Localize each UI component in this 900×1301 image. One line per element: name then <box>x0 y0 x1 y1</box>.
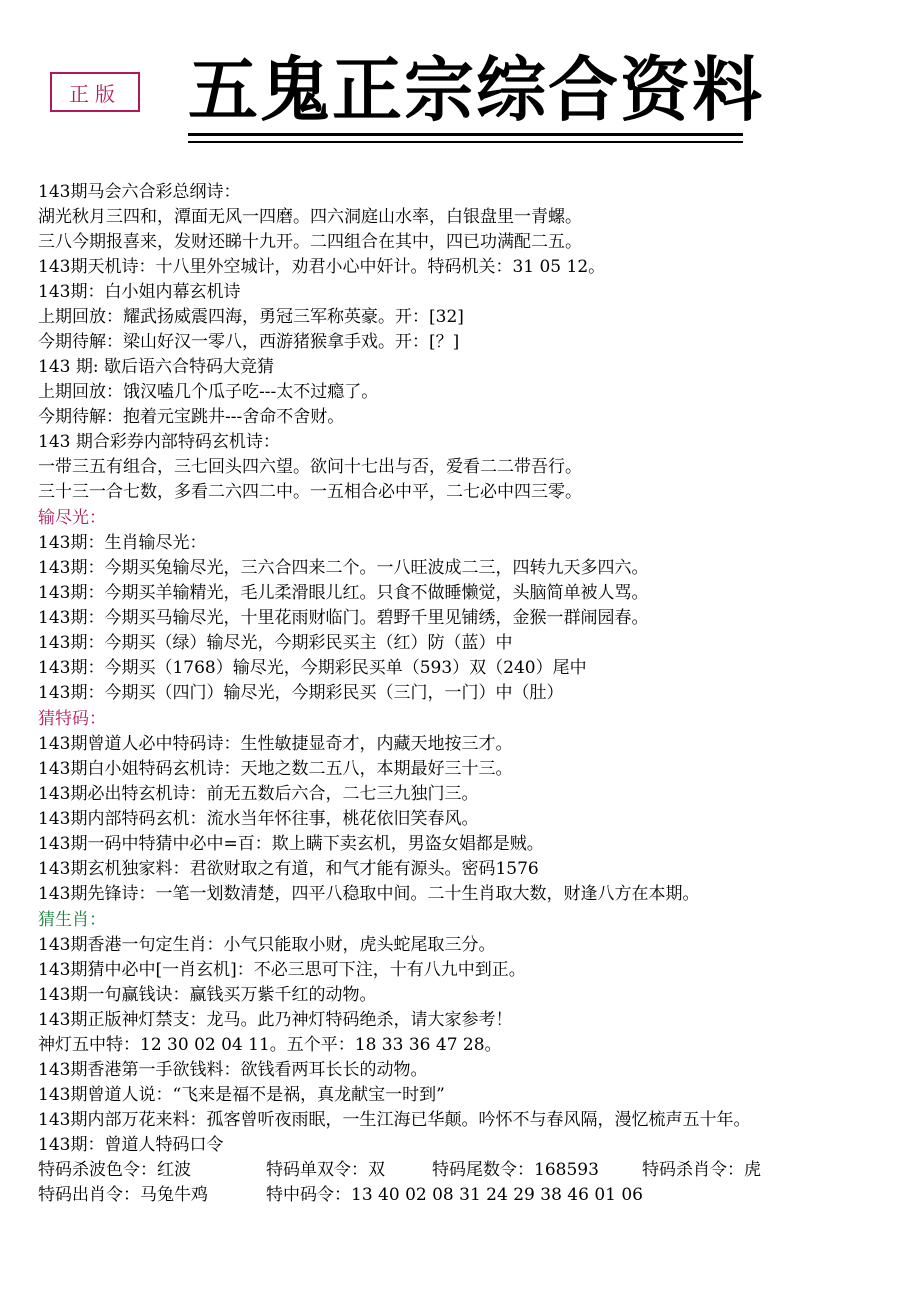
code-item: 特码杀肖令：虎 <box>642 1160 761 1180</box>
text-line: 143期内部万花来料：孤客曾听夜雨眠，一生江海已华颠。吟怀不与春风隔，漫忆梳声五十年。 <box>38 1110 751 1130</box>
text-line: 三十三一合七数，多看二六四二中。一五相合必中平，二七必中四三零。 <box>38 482 582 502</box>
text-line: 143期必出特玄机诗：前无五数后六合，二七三九独门三。 <box>38 784 479 804</box>
code-row <box>38 1158 878 1183</box>
code-item: 特码杀波色令：红波 <box>38 1160 191 1180</box>
text-line: 143期正版神灯禁支：龙马。此乃神灯特码绝杀，请大家参考！ <box>38 1010 513 1030</box>
text-line: 143期天机诗：十八里外空城计，劝君小心中奸计。特码机关：31 05 12。 <box>38 257 606 277</box>
text-line: 143期先锋诗：一笔一划数清楚，四平八稳取中间。二十生肖取大数，财逢八方在本期。 <box>38 884 700 904</box>
text-line: 上期回放：耀武扬威震四海，勇冠三军称英豪。开：[32] <box>38 307 464 327</box>
section-heading: 猜特码： <box>38 709 106 729</box>
code-item: 特中码令：13 40 02 08 31 24 29 38 46 01 06 <box>266 1185 643 1205</box>
text-line: 上期回放：饿汉嗑几个瓜子吃---太不过瘾了。 <box>38 382 379 402</box>
title-underline <box>188 133 743 136</box>
text-line: 143期：生肖输尽光： <box>38 533 207 553</box>
edition-badge: 正版 <box>50 72 140 112</box>
text-line: 143期：今期买羊输精光，毛儿柔滑眼儿红。只食不做睡懒觉，头脑简单被人骂。 <box>38 583 649 603</box>
text-line: 143期：今期买马输尽光，十里花雨财临门。碧野千里见铺绣，金猴一群闹园春。 <box>38 608 649 628</box>
text-line: 143期香港一句定生肖：小气只能取小财，虎头蛇尾取三分。 <box>38 935 496 955</box>
text-line: 143期：曾道人特码口令 <box>38 1135 224 1155</box>
text-line: 143期香港第一手欲钱料：欲钱看两耳长长的动物。 <box>38 1060 428 1080</box>
text-line: 143期马会六合彩总纲诗： <box>38 182 241 202</box>
text-line: 143期：今期买兔输尽光，三六合四来二个。一八旺波成二三，四转九天多四六。 <box>38 558 649 578</box>
text-line: 143期白小姐特码玄机诗：天地之数二五八，本期最好三十三。 <box>38 759 513 779</box>
text-line: 神灯五中特：12 30 02 04 11。五个平：18 33 36 47 28。 <box>38 1035 502 1055</box>
text-line: 143期：今期买（1768）输尽光，今期彩民买单（593）双（240）尾中 <box>38 658 587 678</box>
title-underline-secondary <box>188 141 743 143</box>
page-title: 五鬼正宗综合资料 <box>188 48 764 131</box>
section-heading: 输尽光： <box>38 508 106 528</box>
text-line: 今期待解：抱着元宝跳井---舍命不舍财。 <box>38 407 345 427</box>
text-line: 一带三五有组合，三七回头四六望。欲问十七出与否，爱看二二带吾行。 <box>38 457 582 477</box>
text-line: 143期：今期买（绿）输尽光，今期彩民买主（红）防（蓝）中 <box>38 633 513 653</box>
text-line: 143期：白小姐内幕玄机诗 <box>38 282 241 302</box>
text-line: 143期猜中必中[一肖玄机]：不必三思可下注，十有八九中到正。 <box>38 960 526 980</box>
text-line: 143期内部特码玄机：流水当年怀往事，桃花依旧笑春风。 <box>38 809 479 829</box>
text-line: 143 期: 歇后语六合特码大竞猜 <box>38 357 274 377</box>
code-item: 特码出肖令：马兔牛鸡 <box>38 1185 208 1205</box>
text-line: 今期待解：梁山好汉一零八，西游猪猴拿手戏。开：[？] <box>38 332 460 352</box>
text-line: 143期一码中特猜中必中=百：欺上瞒下卖玄机，男盗女娼都是贼。 <box>38 834 544 854</box>
text-line: 143期曾道人说：“飞来是福不是祸，真龙献宝一时到” <box>38 1085 445 1105</box>
section-heading: 猜生肖： <box>38 910 106 930</box>
document-body <box>38 180 878 1208</box>
code-item: 特码单双令：双 <box>266 1160 385 1180</box>
text-line: 143期曾道人必中特码诗：生性敏捷显奇才，内藏天地按三才。 <box>38 734 513 754</box>
text-line: 143期玄机独家料：君欲财取之有道，和气才能有源头。密码1576 <box>38 859 539 879</box>
text-line: 湖光秋月三四和，潭面无风一四磨。四六洞庭山水率，白银盘里一青螺。 <box>38 207 582 227</box>
text-line: 143 期合彩券内部特码玄机诗： <box>38 432 280 452</box>
text-line: 143期一句赢钱诀：赢钱买万紫千红的动物。 <box>38 985 377 1005</box>
code-row <box>38 1183 878 1208</box>
text-line: 三八今期报喜来，发财还睇十九开。二四组合在其中，四已功满配二五。 <box>38 232 582 252</box>
text-line: 143期：今期买（四门）输尽光，今期彩民买（三门，一门）中（肚） <box>38 683 564 703</box>
code-item: 特码尾数令：168593 <box>432 1160 599 1180</box>
